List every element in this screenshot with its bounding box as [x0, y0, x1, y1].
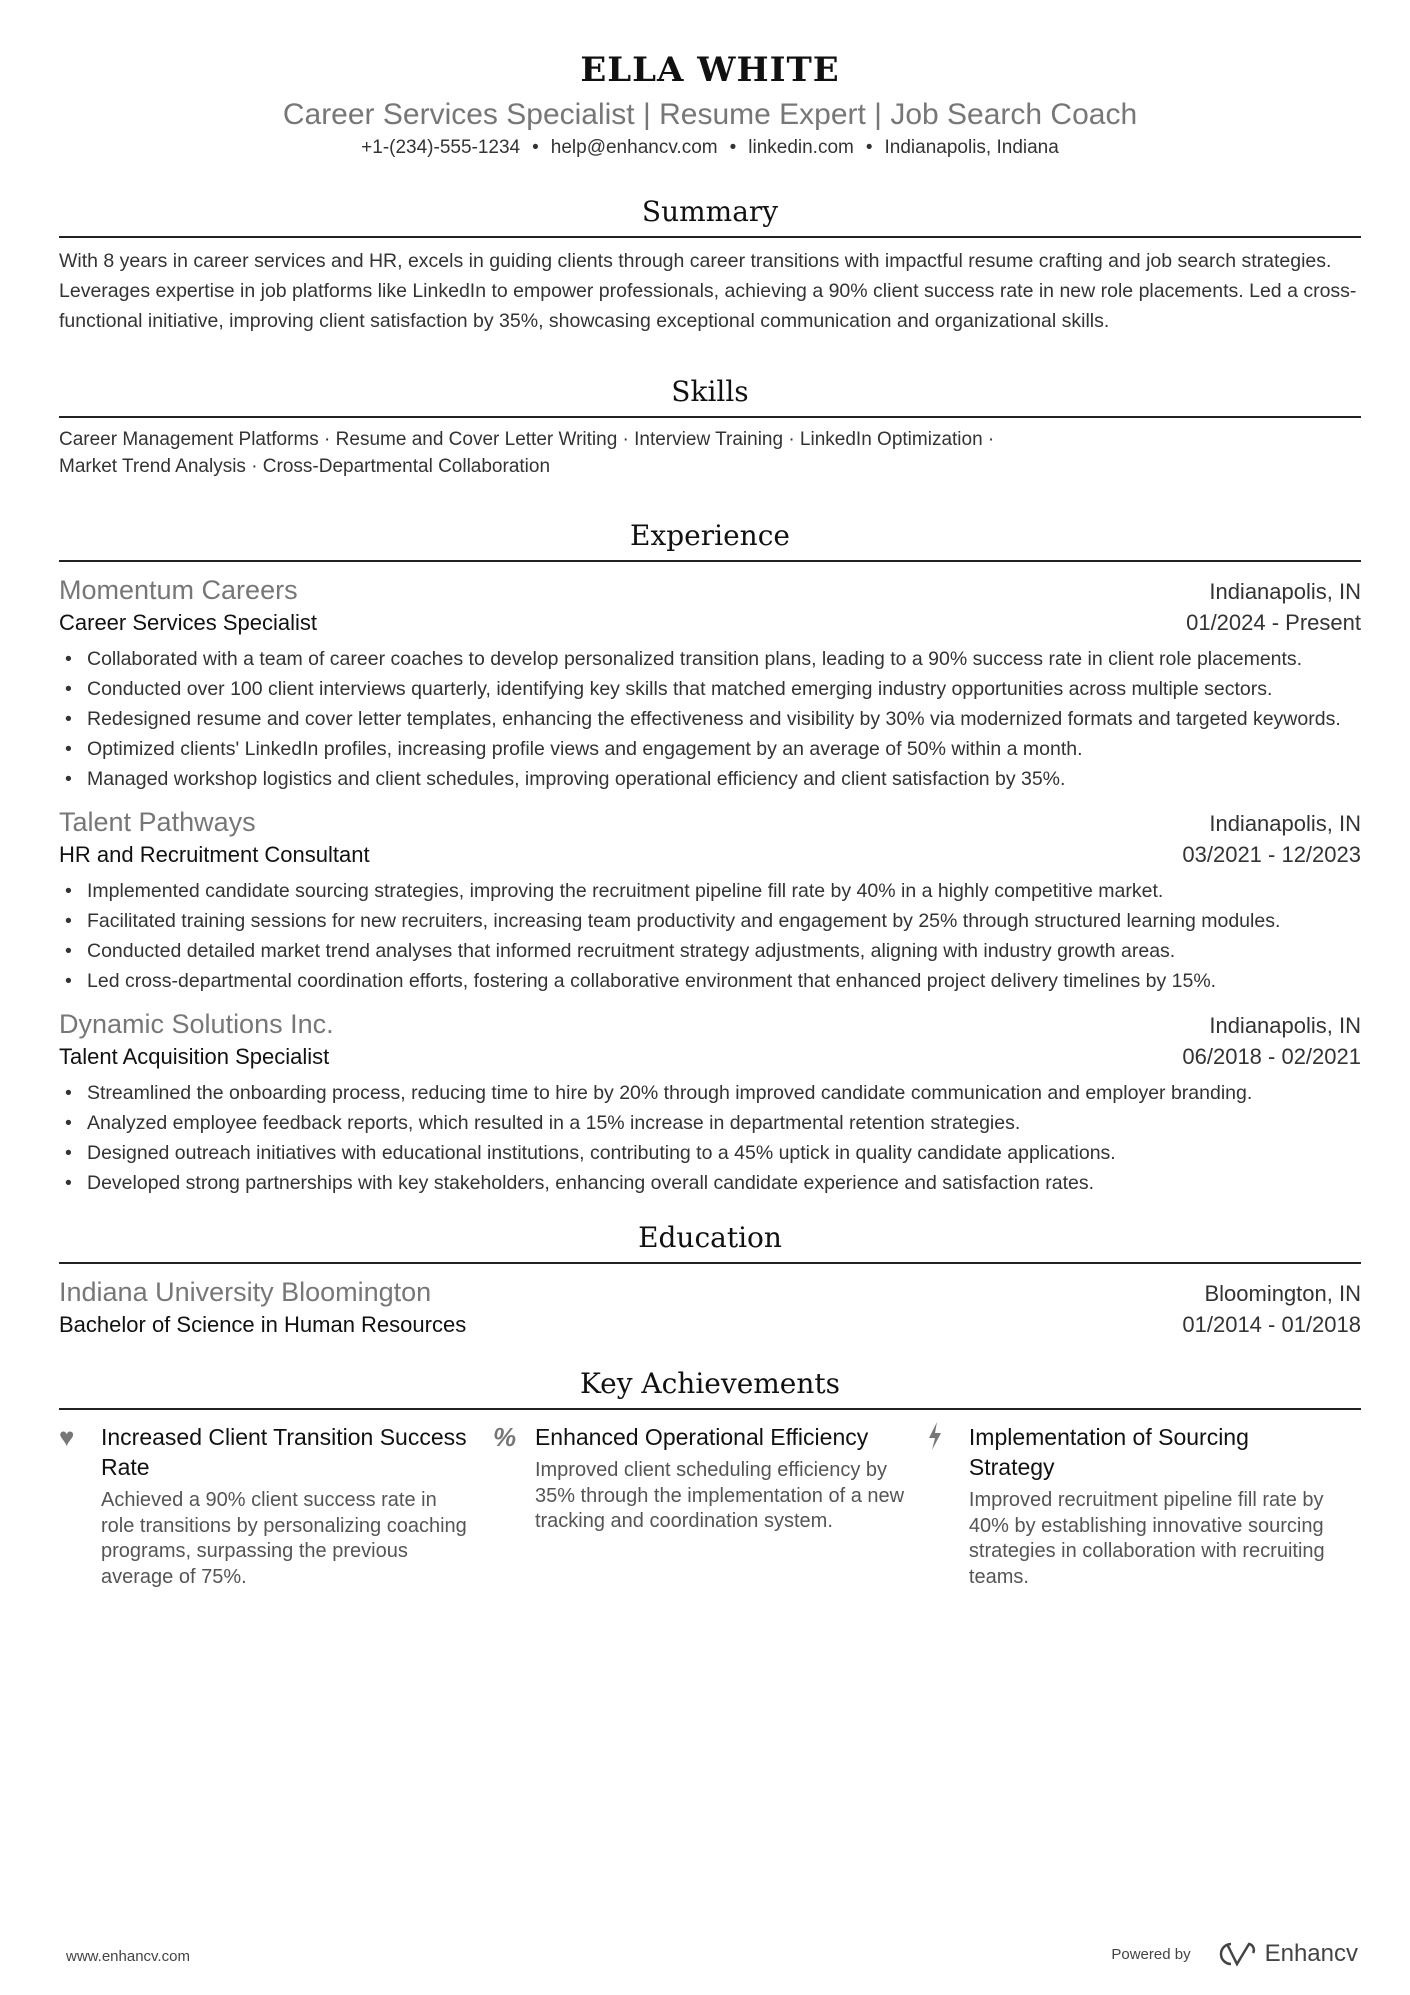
- skills-list: [59, 426, 1361, 480]
- location: Indianapolis, Indiana: [884, 137, 1059, 158]
- phone: +1-(234)-555-1234: [361, 137, 521, 158]
- job-bullet: • Conducted detailed market trend analyses that informed recruitment strategy adjustments, aligning with industry growth areas.: [59, 936, 1361, 966]
- experience-entry: [59, 572, 1361, 794]
- company-name: Talent Pathways: [59, 807, 256, 837]
- achievement-item: [59, 1422, 493, 1590]
- achievement-item: [493, 1422, 927, 1590]
- school-name: Indiana University Bloomington: [59, 1277, 432, 1307]
- summary-heading: Summary: [59, 194, 1361, 238]
- linkedin-link[interactable]: linkedin.com: [748, 137, 854, 158]
- job-bullet: • Redesigned resume and cover letter templates, enhancing the effectiveness and visibility by 30% via modernized formats and targeted keywords.: [59, 704, 1361, 734]
- bolt-icon: [927, 1422, 969, 1590]
- job-bullet: • Implemented candidate sourcing strategies, improving the recruitment pipeline fill rate by 40% in a highly competitive market.: [59, 876, 1361, 906]
- job-bullet: • Optimized clients' LinkedIn profiles, increasing profile views and engagement by an average of 50% within a month.: [59, 734, 1361, 764]
- job-location: Indianapolis, IN: [1209, 579, 1361, 604]
- contact-line: +1-(234)-555-1234 • help@enhancv.com • linkedin.com • Indianapolis, Indiana: [361, 137, 1059, 158]
- footer-website[interactable]: www.enhancv.com: [66, 1948, 190, 1965]
- education-heading: Education: [59, 1220, 1361, 1264]
- job-bullets: [59, 1078, 1361, 1198]
- skills-line: Career Management Platforms · Resume and Cover Letter Writing · Interview Training · LinkedIn Optimization ·: [59, 429, 995, 450]
- job-dates: 06/2018 - 02/2021: [1182, 1044, 1361, 1069]
- experience-heading: Experience: [59, 518, 1361, 562]
- job-bullet: • Collaborated with a team of career coaches to develop personalized transition plans, leading to a 90% success rate in client role placements.: [59, 644, 1361, 674]
- job-role: Career Services Specialist: [59, 610, 317, 635]
- job-bullets: [59, 876, 1361, 996]
- job-bullets: [59, 644, 1361, 794]
- heart-icon: ♥: [59, 1422, 75, 1452]
- experience-list: [59, 572, 1361, 1198]
- percent-icon: %: [492, 1422, 517, 1452]
- education-dates: 01/2014 - 01/2018: [1182, 1312, 1361, 1337]
- achievements-heading: Key Achievements: [59, 1366, 1361, 1410]
- skills-line: Market Trend Analysis · Cross-Departmental Collaboration: [59, 456, 551, 477]
- job-dates: 03/2021 - 12/2023: [1182, 842, 1361, 867]
- job-bullet: • Analyzed employee feedback reports, which resulted in a 15% increase in departmental retention strategies.: [59, 1108, 1361, 1138]
- company-name: Momentum Careers: [59, 575, 298, 605]
- experience-entry: [59, 804, 1361, 996]
- skills-heading: Skills: [59, 374, 1361, 418]
- enhancv-brand-name: Enhancv: [1264, 1940, 1358, 1967]
- enhancv-logo: [1213, 1940, 1358, 1968]
- job-role: HR and Recruitment Consultant: [59, 842, 370, 867]
- achievement-title: Increased Client Transition Success Rate: [101, 1424, 467, 1480]
- job-location: Indianapolis, IN: [1209, 1013, 1361, 1038]
- degree: Bachelor of Science in Human Resources: [59, 1312, 467, 1337]
- job-bullet: • Led cross-departmental coordination efforts, fostering a collaborative environment that enhanced project delivery timelines by 15%.: [59, 966, 1361, 996]
- summary-text: With 8 years in career services and HR, excels in guiding clients through career transitions with impactful resume crafting and job search strategies. Leverages expertise in job platforms like LinkedIn to empower professionals, achieving a 90% client success rate in new role placements. Led a cross-functional initiative, improving client satisfaction by 35%, showcasing exceptional communication and organizational skills.: [59, 250, 1357, 332]
- achievement-desc: Improved client scheduling efficiency by 35% through the implementation of a new tracking and coordination system.: [534, 1459, 905, 1532]
- company-name: Dynamic Solutions Inc.: [59, 1009, 334, 1039]
- achievement-title: Enhanced Operational Efficiency: [534, 1424, 869, 1450]
- powered-by-label: Powered by: [1111, 1945, 1191, 1963]
- candidate-name: ELLA WHITE: [580, 50, 840, 90]
- job-bullet: • Designed outreach initiatives with educational institutions, contributing to a 45% uptick in quality candidate applications.: [59, 1138, 1361, 1168]
- achievement-desc: Achieved a 90% client success rate in role transitions by personalizing coaching programs, surpassing the previous average of 75%.: [101, 1489, 467, 1588]
- footer-branding: [1111, 1940, 1358, 1968]
- job-location: Indianapolis, IN: [1209, 811, 1361, 836]
- achievement-desc: Improved recruitment pipeline fill rate by 40% by establishing innovative sourcing strategies in collaboration with recruiting teams.: [968, 1489, 1325, 1588]
- achievement-item: [927, 1422, 1361, 1590]
- candidate-subtitle: Career Services Specialist | Resume Expert | Job Search Coach: [282, 98, 1138, 131]
- job-dates: 01/2024 - Present: [1186, 610, 1361, 635]
- job-role: Talent Acquisition Specialist: [59, 1044, 330, 1069]
- job-bullet: • Developed strong partnerships with key stakeholders, enhancing overall candidate experience and satisfaction rates.: [59, 1168, 1361, 1198]
- education-entry: [59, 1274, 1361, 1340]
- achievement-title: Implementation of Sourcing Strategy: [968, 1424, 1249, 1480]
- school-location: Bloomington, IN: [1204, 1281, 1361, 1306]
- job-bullet: • Conducted over 100 client interviews quarterly, identifying key skills that matched emerging industry opportunities across multiple sectors.: [59, 674, 1361, 704]
- achievements-list: [59, 1422, 1361, 1590]
- email-link[interactable]: help@enhancv.com: [550, 137, 718, 158]
- job-bullet: • Managed workshop logistics and client schedules, improving operational efficiency and client satisfaction by 35%.: [59, 764, 1361, 794]
- resume-page: [59, 0, 1361, 1590]
- job-bullet: • Streamlined the onboarding process, reducing time to hire by 20% through improved candidate communication and employer branding.: [59, 1078, 1361, 1108]
- job-bullet: • Facilitated training sessions for new recruiters, increasing team productivity and engagement by 25% through structured learning modules.: [59, 906, 1361, 936]
- enhancv-logo-icon: [1213, 1941, 1257, 1967]
- experience-entry: [59, 1006, 1361, 1198]
